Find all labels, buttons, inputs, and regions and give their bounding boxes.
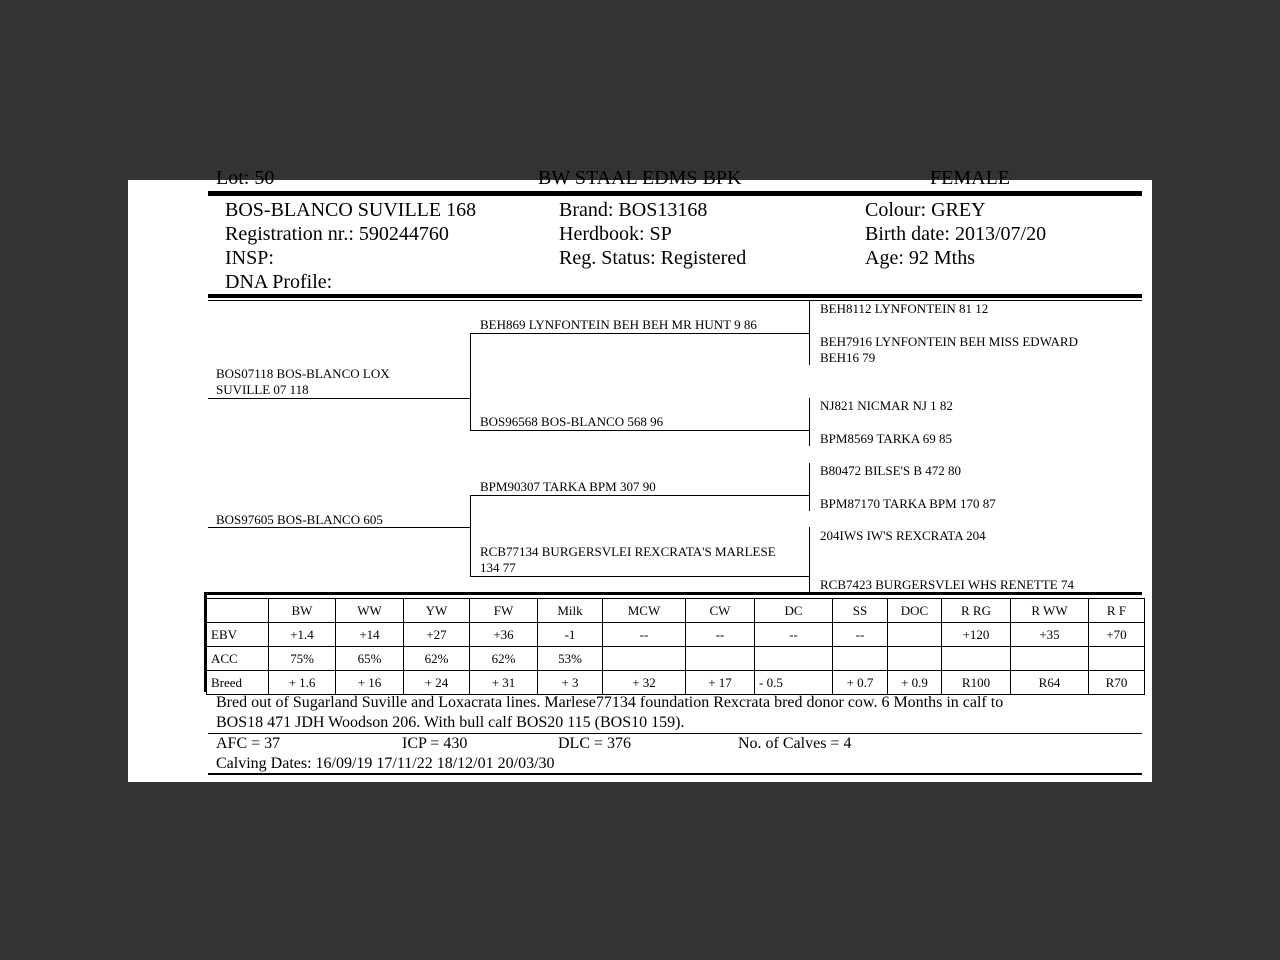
pedigree-dam: BOS97605 BOS-BLANCO 605	[216, 512, 383, 527]
table-cell: + 0.7	[833, 671, 888, 695]
table-header: R RG	[942, 599, 1011, 623]
table-cell: 53%	[538, 647, 603, 671]
table-cell: + 0.9	[888, 671, 942, 695]
pedigree-sire-dam: BOS96568 BOS-BLANCO 568 96	[480, 414, 664, 429]
table-header: MCW	[603, 599, 686, 623]
table-cell: - 0.5	[755, 671, 833, 695]
pedigree-ggp-5: B80472 BILSE'S B 472 80	[820, 463, 962, 478]
ebv-table	[206, 598, 1145, 695]
colour-field: Colour: GREY	[865, 199, 986, 221]
pedigree-ggp-1: BEH8112 LYNFONTEIN 81 12	[820, 301, 989, 316]
table-cell: +36	[470, 623, 538, 647]
pedigree-ggp-7: 204IWS IW'S REXCRATA 204	[820, 528, 986, 543]
table-cell	[686, 647, 755, 671]
table-cell: +70	[1089, 623, 1145, 647]
table-header: Milk	[538, 599, 603, 623]
table-cell: +35	[1011, 623, 1089, 647]
table-cell	[888, 647, 942, 671]
table-cell: -1	[538, 623, 603, 647]
comments-line-2: BOS18 471 JDH Woodson 206. With bull calf BOS20 115 (BOS10 159).	[216, 714, 685, 731]
sire-line	[208, 398, 471, 399]
ggp-bracket-3	[809, 463, 810, 511]
table-cell: + 17	[686, 671, 755, 695]
table-header: R F	[1089, 599, 1145, 623]
table-header: R WW	[1011, 599, 1089, 623]
table-header: SS	[833, 599, 888, 623]
insp-field: INSP:	[225, 247, 274, 269]
dam-sire-line	[470, 495, 809, 496]
header-rule-bottom-thin	[208, 300, 1142, 301]
afc-value: AFC = 37	[216, 735, 281, 752]
table-cell: +14	[336, 623, 404, 647]
table-header: DOC	[888, 599, 942, 623]
pedigree-sheet	[128, 167, 1152, 782]
icp-value: ICP = 430	[402, 735, 468, 752]
lot-number: Lot: 50	[216, 167, 275, 189]
pedigree-ggp-8: RCB7423 BURGERSVLEI WHS RENETTE 74	[820, 577, 1074, 592]
age-field: Age: 92 Mths	[865, 247, 975, 269]
header-rule-bottom-thick	[208, 294, 1142, 298]
table-cell: EBV	[207, 623, 269, 647]
pedigree-ggp-6: BPM87170 TARKA BPM 170 87	[820, 496, 996, 511]
table-cell: + 32	[603, 671, 686, 695]
table-cell: Breed	[207, 671, 269, 695]
table-header: WW	[336, 599, 404, 623]
pedigree-sire-sire: BEH869 LYNFONTEIN BEH BEH MR HUNT 9 86	[480, 317, 757, 332]
table-cell: ACC	[207, 647, 269, 671]
registration-number: Registration nr.: 590244760	[225, 223, 449, 245]
table-cell: R100	[942, 671, 1011, 695]
pedigree-dam-dam: RCB77134 BURGERSVLEI REXCRATA'S MARLESE 134 77	[480, 544, 776, 575]
pedigree-dam-sire: BPM90307 TARKA BPM 307 90	[480, 479, 656, 494]
table-cell: +120	[942, 623, 1011, 647]
table-cell: --	[833, 623, 888, 647]
dam-bracket	[470, 495, 471, 576]
sire-sire-line	[470, 333, 809, 334]
table-cell	[1011, 647, 1089, 671]
stats-rule-top	[204, 592, 1142, 595]
calving-dates: Calving Dates: 16/09/19 17/11/22 18/12/01 20/03/30	[216, 755, 555, 772]
table-cell: +1.4	[269, 623, 336, 647]
ebv-header-row	[207, 599, 1145, 623]
table-cell: + 1.6	[269, 671, 336, 695]
table-cell: 62%	[470, 647, 538, 671]
table-cell: R70	[1089, 671, 1145, 695]
table-cell: + 3	[538, 671, 603, 695]
ggp-bracket-2	[809, 398, 810, 446]
dam-dam-line	[470, 576, 809, 577]
pedigree-ggp-2: BEH7916 LYNFONTEIN BEH MISS EDWARD BEH16 79	[820, 334, 1078, 365]
ggp-bracket-4	[809, 527, 810, 592]
table-cell	[833, 647, 888, 671]
comments-rule	[208, 733, 1142, 734]
sire-dam-line	[470, 430, 809, 431]
table-cell: + 31	[470, 671, 538, 695]
footer-rule	[208, 773, 1142, 775]
table-row	[207, 623, 1145, 647]
table-cell: --	[603, 623, 686, 647]
animal-name: BOS-BLANCO SUVILLE 168	[225, 199, 477, 221]
table-cell: --	[686, 623, 755, 647]
calves-count: No. of Calves = 4	[738, 735, 852, 752]
dna-profile-field: DNA Profile:	[225, 271, 333, 293]
table-cell: +27	[404, 623, 470, 647]
table-header	[207, 599, 269, 623]
dlc-value: DLC = 376	[558, 735, 632, 752]
pedigree-ggp-4: BPM8569 TARKA 69 85	[820, 431, 952, 446]
comments-line-1: Bred out of Sugarland Suville and Loxacrata lines. Marlese77134 foundation Rexcrata bred donor cow. 6 Months in calf to	[216, 694, 1004, 711]
table-cell: 62%	[404, 647, 470, 671]
table-cell	[1089, 647, 1145, 671]
seller-name: BW STAAL EDMS BPK	[538, 167, 742, 189]
table-row	[207, 671, 1145, 695]
table-cell: R64	[1011, 671, 1089, 695]
table-header: DC	[755, 599, 833, 623]
ggp-bracket-1	[809, 301, 810, 365]
reg-status-field: Reg. Status: Registered	[559, 247, 747, 269]
table-cell	[888, 623, 942, 647]
brand-field: Brand: BOS13168	[559, 199, 708, 221]
table-cell	[603, 647, 686, 671]
sire-bracket	[470, 333, 471, 430]
table-cell: + 24	[404, 671, 470, 695]
table-cell: 75%	[269, 647, 336, 671]
table-cell: --	[755, 623, 833, 647]
sex-label: FEMALE	[930, 167, 1010, 189]
table-row	[207, 647, 1145, 671]
pedigree-ggp-3: NJ821 NICMAR NJ 1 82	[820, 398, 953, 413]
herdbook-field: Herdbook: SP	[559, 223, 672, 245]
table-header: CW	[686, 599, 755, 623]
birth-date-field: Birth date: 2013/07/20	[865, 223, 1047, 245]
table-header: YW	[404, 599, 470, 623]
table-header: FW	[470, 599, 538, 623]
table-cell: + 16	[336, 671, 404, 695]
table-cell: 65%	[336, 647, 404, 671]
header-rule-top	[208, 191, 1142, 196]
pedigree-sire: BOS07118 BOS-BLANCO LOX SUVILLE 07 118	[216, 366, 390, 397]
table-header: BW	[269, 599, 336, 623]
table-cell	[755, 647, 833, 671]
dam-line	[208, 527, 471, 528]
table-cell	[942, 647, 1011, 671]
